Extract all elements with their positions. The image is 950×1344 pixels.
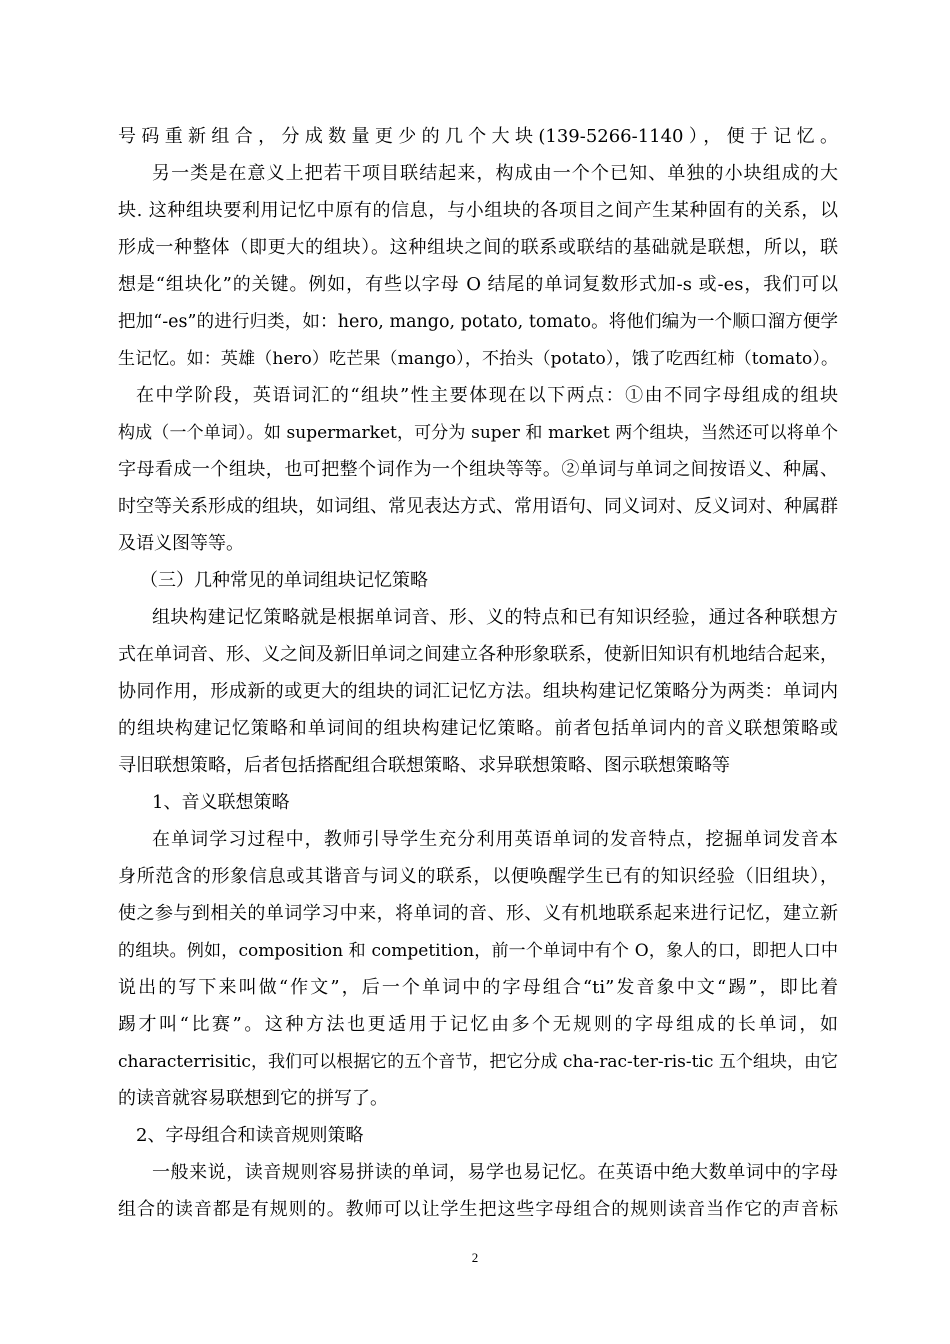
text-line: 寻旧联想策略，后者包括搭配组合联想策略、求异联想策略、图示联想策略等 [118,755,730,776]
text-line: 一般来说，读音规则容易拼读的单词，易学也易记忆。在英语中绝大数单词中的字母 [152,1162,838,1183]
text-line: 的读音就容易联想到它的拼写了。 [118,1088,388,1109]
text-line: 的组块构建记忆策略和单词间的组块构建记忆策略。前者包括单词内的音义联想策略或 [118,718,838,739]
text-line: 的组块。例如，composition 和 competition，前一个单词中有个 O，象人的口，即把人口中 [118,941,838,961]
text-line: 时空等关系形成的组块，如词组、常见表达方式、常用语句、同义词对、反义词对、种属群 [118,496,838,517]
text-line: 想是“组块化”的关键。例如，有些以字母 O 结尾的单词复数形式加-s 或-es，我们可以 [118,274,838,295]
subsection-heading: 2、字母组合和读音规则策略 [136,1125,364,1146]
text-line: 形成一种整体（即更大的组块）。这种组块之间的联系或联结的基础就是联想，所以，联 [118,237,838,258]
text-line: characterrisitic，我们可以根据它的五个音节，把它分成 cha-rac-ter-ris-tic 五个组块，由它 [118,1052,838,1072]
section-heading: （三）几种常见的单词组块记忆策略 [140,570,428,591]
text-line: 组块构建记忆策略就是根据单词音、形、义的特点和已有知识经验，通过各种联想方 [152,607,838,628]
text-line: 说出的写下来叫做“作文”，后一个单词中的字母组合“ti”发音象中文“踢”，即比着 [118,977,838,998]
text-line: 使之参与到相关的单词学习中来，将单词的音、形、义有机地联系起来进行记忆，建立新 [118,903,838,924]
page-number: 2 [471,1250,479,1265]
text-line: 生记忆。如：英雄（hero）吃芒果（mango），不抬头（potato），饿了吃西红柿（tomato）。 [118,349,838,369]
text-line: 在单词学习过程中，教师引导学生充分利用英语单词的发音特点，挖掘单词发音本 [152,829,838,850]
text-line: 另一类是在意义上把若干项目联结起来，构成由一个个已知、单独的小块组成的大 [152,163,838,184]
subsection-heading: 1、音义联想策略 [152,792,290,813]
text-line: 身所范含的形象信息或其谐音与词义的联系，以便唤醒学生已有的知识经验（旧组块）， [118,866,838,887]
text-line: 把加“-es”的进行归类，如：hero, mango, potato, tomato。将他们编为一个顺口溜方便学 [118,312,838,332]
text-line: 协同作用，形成新的或更大的组块的词汇记忆方法。组块构建记忆策略分为两类：单词内 [118,681,838,702]
text-line: 及语义图等等。 [118,533,244,554]
text-line: 在中学阶段，英语词汇的“组块”性主要体现在以下两点：①由不同字母组成的组块 [136,385,838,406]
text-line: 式在单词音、形、义之间及新旧单词之间建立各种形象联系，使新旧知识有机地结合起来， [118,644,838,665]
text-line: 构成（一个单词）。如 supermarket，可分为 super 和 market 两个组块，当然还可以将单个 [118,423,838,443]
text-line: 组合的读音都是有规则的。教师可以让学生把这些字母组合的规则读音当作它的声音标 [118,1199,838,1220]
text-line: 踢才叫“比赛”。这种方法也更适用于记忆由多个无规则的字母组成的长单词，如 [118,1014,838,1035]
text-line: 块. 这种组块要利用记忆中原有的信息，与小组块的各项目之间产生某种固有的关系，以 [118,200,838,221]
text-line: 号码重新组合，分成数量更少的几个大块(139-5266-1140），便于记忆。 [118,126,838,147]
text-line: 字母看成一个组块，也可把整个词作为一个组块等等。②单词与单词之间按语义、种属、 [118,459,838,480]
